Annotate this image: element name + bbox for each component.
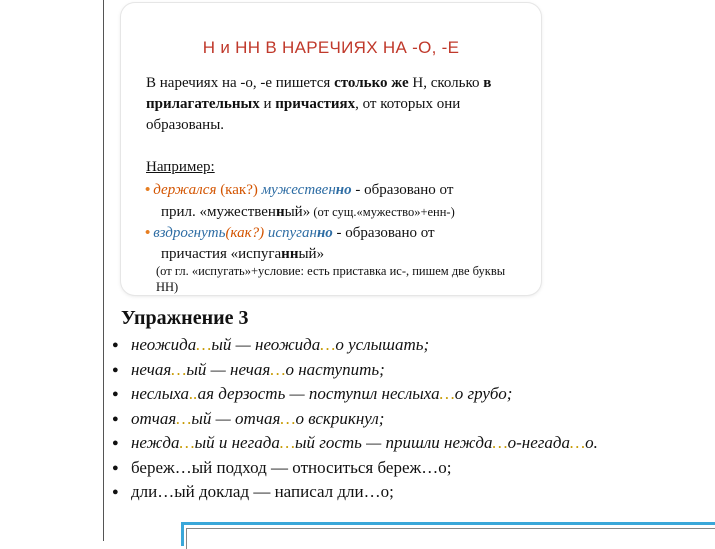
bullet-icon: ● bbox=[112, 363, 119, 376]
list-item: ● нежда…ый и негада…ый гость — пришли нежда…о-негада…о. bbox=[112, 431, 598, 456]
bullet-icon: ● bbox=[112, 486, 119, 498]
example-2: • вздрогнуть(как?) испуганно - образовано от bbox=[145, 225, 435, 241]
list-item: ● отчая…ый — отчая…о вскрикнул; bbox=[112, 407, 598, 432]
bullet-icon: ● bbox=[112, 388, 119, 400]
next-block-inner-frame bbox=[186, 528, 715, 549]
bullet-icon: • bbox=[145, 225, 151, 241]
example-2-source: причастия «испуганный» bbox=[161, 246, 325, 262]
bullet-icon: ● bbox=[112, 412, 119, 425]
rule-card bbox=[121, 3, 541, 295]
example-1-source: прил. «мужественный» (от сущ.«мужество»+енн-) bbox=[161, 204, 455, 220]
list-item: ● дли…ый доклад — написал дли…о; bbox=[112, 480, 598, 505]
examples-heading: Например: bbox=[146, 159, 215, 175]
bullet-icon: ● bbox=[112, 437, 119, 449]
exercise-title: Упражнение 3 bbox=[121, 307, 249, 329]
list-item: ● неожида…ый — неожида…о услышать; bbox=[112, 333, 598, 358]
bullet-icon: ● bbox=[112, 339, 119, 351]
exercise-list bbox=[112, 333, 598, 505]
list-item: ● нечая…ый — нечая…о наступить; bbox=[112, 358, 598, 383]
card-title: Н и НН В НАРЕЧИЯХ НА -О, -Е bbox=[202, 38, 460, 57]
example-1: • держался (как?) мужественно - образовано от bbox=[145, 182, 454, 198]
rule-text: В наречиях на -о, -е пишется столько же Н, сколько в прилагательных и причастиях, от которых они образованы. bbox=[146, 75, 492, 133]
bullet-icon: ● bbox=[112, 461, 119, 474]
list-item: ● береж…ый подход — относиться береж…о; bbox=[112, 456, 598, 481]
bullet-icon: • bbox=[145, 182, 151, 198]
list-item: ● неслыха..ая дерзость — поступил неслыха…о грубо; bbox=[112, 382, 598, 407]
example-2-note: (от гл. «испугать»+условие: есть приставка ис-, пишем две буквы НН) bbox=[156, 264, 506, 294]
margin-line bbox=[103, 0, 104, 541]
